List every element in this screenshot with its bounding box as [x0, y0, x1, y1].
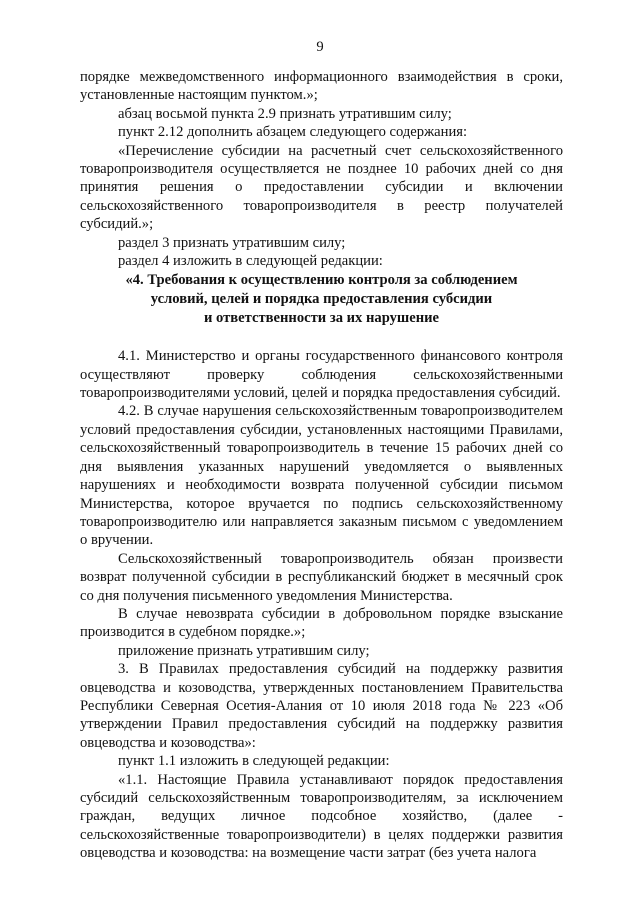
heading-line-2: условий, целей и порядка предоставления субсидии [150, 291, 493, 308]
heading-line-3: и ответственности за их нарушение [203, 309, 440, 326]
paragraph: 4.2. В случае нарушения сельскохозяйственным товаропроизводителем условий предоставления субсидии, установленных настоящими Правилами, сельскохозяйственный товаропроизводитель в течение 15 рабочих дней со дня выявления указанных нарушений уведомляется о выявленных нарушениях и необходимости возврата полученной субсидии письмом Министерства, которое вручается по подпись сельскохозяйственному товаропроизводителю или направляется заказным письмом с уведомлением о вручении. [80, 403, 563, 549]
paragraph: «1.1. Настоящие Правила устанавливают порядок предоставления субсидий сельскохозяйственным товаропроизводителям, за исключением граждан, ведущих личное подсобное хозяйство, (далее - сельскохозяйственные товаропроизводители) в целях поддержки развития овцеводства и козоводства: на возмещение части затрат (без учета налога [80, 771, 563, 862]
paragraph: приложение признать утратившим силу; [118, 642, 370, 659]
section-heading [80, 271, 563, 327]
heading-line-1: «4. Требования к осуществлению контроля за соблюдением [125, 272, 518, 289]
paragraphs-after-heading [80, 347, 563, 862]
paragraph: порядке межведомственного информационного взаимодействия в сроки, установленные настоящим пунктом.»; [80, 69, 563, 104]
paragraphs-before-heading [80, 68, 563, 270]
paragraph: 3. В Правилах предоставления субсидий на поддержку развития овцеводства и козоводства, утвержденных постановлением Правительства Республики Северная Осетия-Алания от 10 июля 2018 года № 223 «Об утверждении Правил предоставления субсидий на поддержку развития овцеводства и козоводства»: [80, 661, 563, 751]
document-body [80, 68, 563, 863]
paragraph: абзац восьмой пункта 2.9 признать утратившим силу; [118, 105, 452, 122]
paragraph: раздел 3 признать утратившим силу; [118, 234, 346, 251]
paragraph: «Перечисление субсидии на расчетный счет сельскохозяйственного товаропроизводителя осуществляется не позднее 10 рабочих дней со дня принятия решения о предоставлении субсидии и включении сельскохозяйственного товаропроизводителя в реестр получателей субсидий.»; [80, 142, 563, 233]
paragraph: В случае невозврата субсидии в добровольном порядке взыскание производится в судебном порядке.»; [80, 605, 563, 641]
paragraph: пункт 2.12 дополнить абзацем следующего содержания: [118, 124, 468, 141]
paragraph: Сельскохозяйственный товаропроизводитель обязан произвести возврат полученной субсидии в республиканский бюджет в месячный срок со дня получения письменного уведомления Министерства. [80, 550, 563, 604]
heading-spacer [80, 327, 563, 347]
paragraph: пункт 1.1 изложить в следующей редакции: [118, 753, 390, 770]
page-number: 9 [316, 39, 324, 55]
paragraph: 4.1. Министерство и органы государственного финансового контроля осуществляют проверку соблюдения сельскохозяйственными товаропроизводителями условий, целей и порядка предоставления субсидий. [80, 348, 563, 402]
paragraph: раздел 4 изложить в следующей редакции: [118, 253, 383, 270]
